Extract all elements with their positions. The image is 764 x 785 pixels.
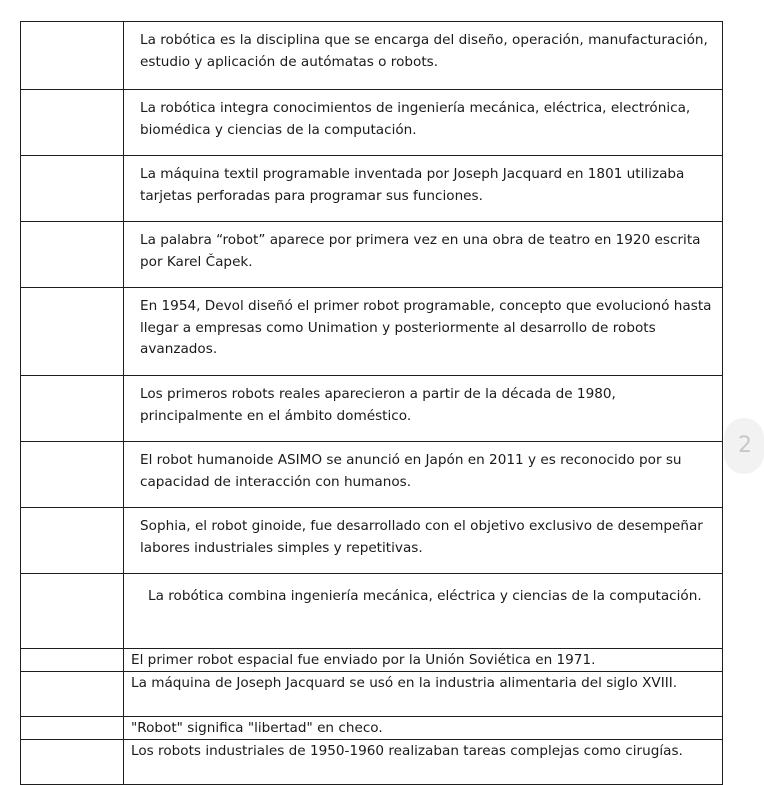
statement-cell: [124, 376, 723, 442]
table-row: [21, 740, 723, 785]
statement-text-4: La palabra “robot” aparece por primera vez en una obra de teatro en 1920 escrita por Karel Čapek.: [140, 232, 701, 270]
statement-cell: [124, 222, 723, 288]
statement-text-13: Los robots industriales de 1950-1960 realizaban tareas complejas como cirugías.: [131, 743, 683, 759]
page-edge-marker: 2: [724, 418, 764, 474]
table-row: [21, 717, 723, 740]
answer-cell-11[interactable]: [21, 672, 124, 717]
answer-cell-3[interactable]: [21, 156, 124, 222]
statement-text-7: El robot humanoide ASIMO se anunció en Japón en 2011 y es reconocido por su capacidad de interacción con humanos.: [140, 452, 682, 490]
statement-cell: [124, 508, 723, 574]
statement-cell: [124, 90, 723, 156]
statement-cell: [124, 22, 723, 90]
answer-cell-7[interactable]: [21, 442, 124, 508]
statement-text-10: El primer robot espacial fue enviado por la Unión Soviética en 1971.: [131, 652, 596, 668]
answer-cell-4[interactable]: [21, 222, 124, 288]
statement-cell: [124, 740, 723, 785]
statement-cell: [124, 574, 723, 649]
answer-cell-10[interactable]: [21, 649, 124, 672]
true-false-table: [20, 21, 723, 785]
statement-text-6: Los primeros robots reales aparecieron a partir de la década de 1980, principalmente en el ámbito doméstico.: [140, 386, 616, 424]
table-row: [21, 90, 723, 156]
table-row: [21, 156, 723, 222]
statement-text-11: La máquina de Joseph Jacquard se usó en la industria alimentaria del siglo XVIII.: [131, 675, 678, 691]
answer-cell-12[interactable]: [21, 717, 124, 740]
statement-cell: [124, 442, 723, 508]
table-row: [21, 508, 723, 574]
answer-cell-1[interactable]: [21, 22, 124, 90]
statement-text-5: En 1954, Devol diseñó el primer robot programable, concepto que evolucionó hasta llegar a empresas como Unimation y posteriormente al desarrollo de robots avanzados.: [140, 298, 712, 357]
table-row: [21, 222, 723, 288]
table-row: [21, 574, 723, 649]
statement-cell: [124, 288, 723, 376]
answer-cell-8[interactable]: [21, 508, 124, 574]
statement-text-2: La robótica integra conocimientos de ingeniería mecánica, eléctrica, electrónica, biomédica y ciencias de la computación.: [140, 100, 691, 138]
cropped-header-text: [8, 0, 528, 4]
statement-text-12: "Robot" significa "libertad" en checo.: [131, 720, 383, 736]
answer-cell-9[interactable]: [21, 574, 124, 649]
answer-cell-5[interactable]: [21, 288, 124, 376]
statement-cell: [124, 156, 723, 222]
statement-text-9: La robótica combina ingeniería mecánica, eléctrica y ciencias de la computación.: [148, 588, 702, 604]
table-row: [21, 376, 723, 442]
table-row: [21, 442, 723, 508]
table-row: [21, 22, 723, 90]
statement-cell: [124, 717, 723, 740]
statement-cell: [124, 649, 723, 672]
answer-cell-6[interactable]: [21, 376, 124, 442]
table-row: [21, 672, 723, 717]
table-row: [21, 649, 723, 672]
statement-cell: [124, 672, 723, 717]
statement-text-3: La máquina textil programable inventada por Joseph Jacquard en 1801 utilizaba tarjetas perforadas para programar sus funciones.: [140, 166, 685, 204]
statement-text-8: Sophia, el robot ginoide, fue desarrollado con el objetivo exclusivo de desempeñar labores industriales simples y repetitivas.: [140, 518, 703, 556]
answer-cell-13[interactable]: [21, 740, 124, 785]
answer-cell-2[interactable]: [21, 90, 124, 156]
table-row: [21, 288, 723, 376]
statement-text-1: La robótica es la disciplina que se encarga del diseño, operación, manufacturación, estudio y aplicación de autómatas o robots.: [140, 32, 708, 70]
